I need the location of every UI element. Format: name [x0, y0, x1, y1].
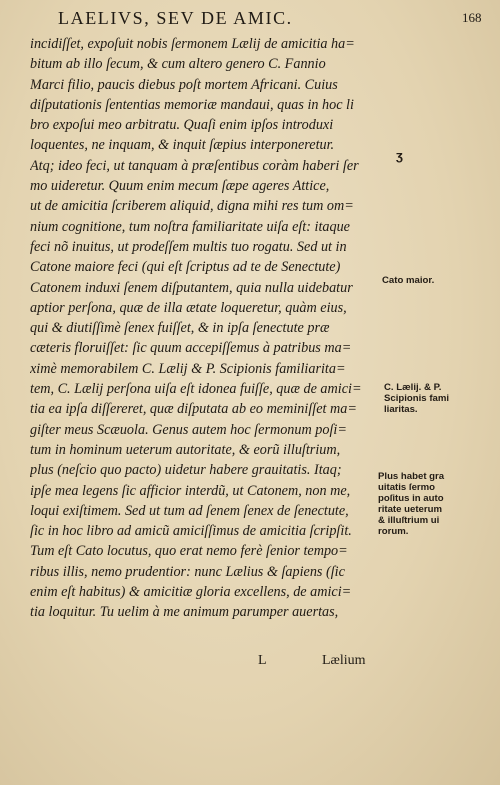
- text-line: giſter meus Scæuola. Genus autem hoc ſermonum poſi=: [30, 421, 347, 438]
- text-line: enim eſt habitus) & amicitiæ gloria excellens, de amici=: [30, 584, 352, 601]
- text-line: ut de amicitia ſcriberem aliquid, digna mihi res tum om=: [30, 198, 354, 215]
- running-title: LAELIVS, SEV DE AMIC.: [58, 8, 293, 28]
- signature-mark: L: [258, 653, 267, 668]
- text-line: tia loquitur. Tu uelim à me animum parumper auertas,: [30, 604, 339, 621]
- text-line: Catonem induxi ſenem diſputantem, quia nulla uidebatur: [30, 279, 353, 296]
- margin-note-line: Plus habet gra: [378, 471, 445, 482]
- text-line: Tum eſt Cato locutus, quo erat nemo ferè ſenior tempo=: [30, 543, 348, 560]
- text-line: cæteris floruiſſet: ſic quum accepiſſemus à patribus ma=: [30, 340, 352, 357]
- margin-note-grauitas: [378, 471, 444, 537]
- text-line: tem, C. Lælij perſona uiſa eſt idonea fuiſſe, quæ de amici=: [30, 381, 362, 398]
- text-line: feci nõ inuitus, ut prodeſſem multis tuo rogatu. Sed ut in: [30, 238, 347, 255]
- text-line: ribus illis, nemo prudentior: nunc Lælius & ſapiens (ſic: [30, 563, 345, 580]
- text-line: loqui exiſtimem. Sed ut tum ad ſenem ſenex de ſenectute,: [30, 502, 349, 519]
- text-line: ſic in hoc libro ad amicũ amiciſſimus de amicitia ſcripſit.: [30, 523, 352, 540]
- text-line: aptior perſona, quæ de illa ætate loqueretur, quàm eius,: [30, 299, 347, 316]
- text-line: tum in hominum ueterum autoritate, & eorũ illuſtrium,: [30, 441, 341, 458]
- margin-note-line: uitatis ſermo: [378, 482, 436, 493]
- margin-note-line: Scipionis fami: [384, 393, 450, 404]
- text-line: ipſe mea legens ſic afficior interdũ, ut Catonem, non me,: [30, 482, 351, 499]
- text-line: Atq; ideo feci, ut tanquam à præſentibus coràm haberi ſer: [30, 157, 359, 174]
- text-line: bitum ab illo ſecum, & cum altero genero C. Fannio: [30, 56, 326, 73]
- margin-note-line: liaritas.: [384, 404, 418, 415]
- margin-note-cato-maior: Cato maior.: [382, 275, 435, 286]
- margin-note-line: rorum.: [378, 526, 409, 537]
- text-line: qui & diutiſſimè ſenex fuiſſet, & in ipſa ſenectute præ: [30, 320, 330, 337]
- margin-note-familiaritas: [384, 382, 449, 415]
- catchword: Lælium: [322, 653, 366, 668]
- text-line: plus (neſcio quo pacto) uidetur habere grauitatis. Itaq;: [30, 462, 342, 479]
- text-line: loquentes, ne inquam, & inquit ſæpius interponeretur.: [30, 137, 335, 154]
- text-line: Marci filio, paucis diebus poſt mortem Africani. Cuius: [30, 76, 338, 93]
- text-line: Catone maiore feci (qui eſt ſcriptus ad te de Senectute): [30, 259, 341, 276]
- text-line: nium cognitione, tum noſtra familiaritate uiſa eſt: itaque: [30, 218, 350, 235]
- text-line: tia ea ipſa diſſereret, quæ diſputata ab eo meminiſſet ma=: [30, 401, 357, 418]
- text-line: ximè memorabilem C. Lælij & P. Scipionis familiarita=: [30, 360, 346, 377]
- margin-note-line: ritate ueterum: [378, 504, 442, 515]
- text-line: mo uideretur. Quum enim mecum ſæpe ageres Attice,: [30, 178, 330, 195]
- margin-note-line: poſitus in auto: [378, 493, 444, 504]
- margin-note-line: & illuſtrium ui: [378, 515, 440, 526]
- main-text-block: [30, 34, 378, 623]
- text-line: diſputationis ſententias memoriæ mandaui, quas in hoc li: [30, 96, 354, 113]
- margin-marker: ʒ: [396, 148, 403, 163]
- margin-note-line: C. Lælij. & P.: [384, 382, 442, 393]
- text-line: bro expoſui meo arbitratu. Quaſi enim ipſos introduxi: [30, 117, 334, 134]
- page-number: 168: [462, 10, 482, 25]
- text-line: incidiſſet, expoſuit nobis ſermonem Lælij de amicitia ha=: [30, 36, 355, 52]
